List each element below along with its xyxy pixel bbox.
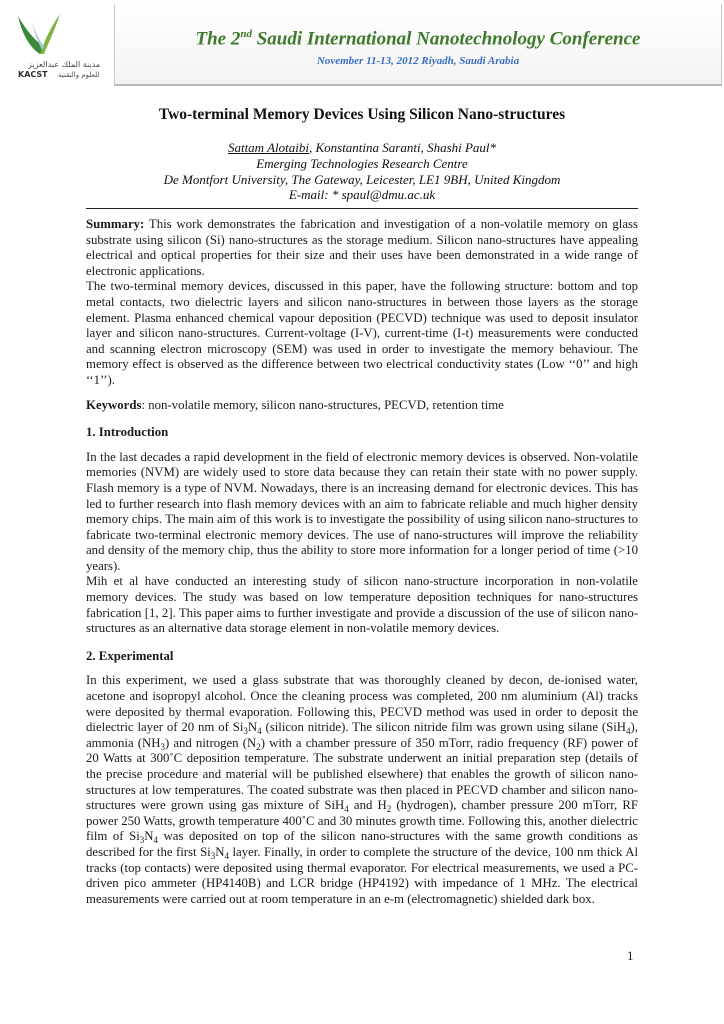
logo-arabic-top: مدينة الملك عبدالعزيز xyxy=(28,60,101,69)
conference-header xyxy=(0,0,724,90)
affiliation-centre: Emerging Technologies Research Centre xyxy=(256,156,468,171)
kacst-leaf-icon xyxy=(14,8,62,60)
page-number: 1 xyxy=(627,948,634,963)
experimental-paragraph: In this experiment, we used a glass substrate that was thoroughly cleaned by decon, de-ionised water, acetone and isopropyl alcohol. Once the cleaning process was completed, 200 nm aluminium (Al) tracks were deposited by thermal evaporation. Following this, PECVD method was used in order to deposit the dielectric layer of 20 nm of $Si_3N_4$ (silicon nitride). The silicon nitride film was grown using silane (SiH$_4$), ammonia $(NH_3)$ and nitrogen $(N_2)$ with a chamber pressure of 350 mTorr, radio frequency (RF) power of 20 Watts at 300˚C deposition temperature. The substrate underwent an initial preparation step (details of the precise procedure and material will be published elsewhere) that enables the growth of silicon nano-structures at low temperatures. The coated substrate was then placed in PECVD chamber and silicon nano-structures were grown using gas mixture of SiH$_4$ and $H_2$ (hydrogen), chamber pressure 200 mTorr, RF power 250 Watts, growth temperature 400˚C and 30 minutes growth time. Following this, another dielectric film of $Si_3N_4$ was deposited on top of the silicon nano-structures with the same growth conditions as described for the first $Si_3N_4$ layer. Finally, in order to complete the structure of the device, 100 nm thick Al tracks (top contacts) were deposited using thermal evaporator. For electrical measurements, we used a PC-driven pico ammeter (HP4140B) and LCR bridge (HP4192) with impedance of 1 MHz. The electrical measurements were carried out at room temperature in an e-m (electromagnetic) shielded dark box. xyxy=(86,673,639,906)
section-heading-introduction: 1. Introduction xyxy=(86,425,169,440)
contact-email: E-mail: * spaul@dmu.ac.uk xyxy=(288,187,436,202)
section-heading-experimental: 2. Experimental xyxy=(86,648,174,663)
logo-kacst-text: KACST xyxy=(18,70,48,79)
affiliation-university: De Montfort University, The Gateway, Leicester, LE1 9BH, United Kingdom xyxy=(163,172,561,187)
paper-title: Two-terminal Memory Devices Using Silicon Nano-structures xyxy=(158,106,566,123)
summary-label: Summary: xyxy=(86,217,145,231)
keywords-label: Keywords xyxy=(86,397,142,412)
conference-subtitle: November 11-13, 2012 Riyadh, Saudi Arabia xyxy=(316,55,520,67)
introduction-paragraph-2: Mih et al have conducted an interesting study of silicon nano-structure incorporation in non-volatile memory devices. The study was based on low temperature deposition techniques for nano-structures fabrication [1, 2]. This paper aims to further investigate and provide a discussion of the use of silicon nano-structures as an alternative data storage element in non-volatile memory devices. xyxy=(86,574,638,636)
introduction-paragraph-1: In the last decades a rapid development in the field of electronic memory devices is observed. Non-volatile memories (NVM) are widely used to store data because they can retain their state with no power supply. Flash memory is a type of NVM. Nowadays, there is an increasing demand for electronic devices. This has led to further research into flash memory devices with an aim to fabricate reliable and much higher density memory chips. The main aim of this work is to investigate the possibility of using silicon nano-structures to fabricate two-terminal electronic memory devices. The use of nano-structures will improve the reliability and density of the memory chip, thus the ability to store more information for a longer period of time (>10 years). xyxy=(86,449,638,573)
summary-paragraph-2: The two-terminal memory devices, discussed in this paper, have the following structure: bottom and top metal contacts, two dielectric layers and silicon nano-structures in between those layers as the storage element. Plasma enhanced chemical vapour deposition (PECVD) technique was used to deposit insulator layer and silicon nano-structures. Current-voltage (I-V), current-time (I-t) measurements were conducted and scanning electron microscopy (SEM) was used in order to investigate the memory behaviour. The memory effect is observed as the difference between two electrical conductivity states (Low ‘‘0’’ and high ‘‘1’’). xyxy=(86,279,638,387)
conference-banner xyxy=(114,4,722,86)
conference-title: The 2nd Saudi International Nanotechnology Conference xyxy=(195,28,641,50)
summary-divider xyxy=(86,208,638,209)
first-author: Sattam Alotaibi xyxy=(227,140,309,155)
keywords-line: Keywords: non-volatile memory, silicon nano-structures, PECVD, retention time xyxy=(86,397,504,412)
logo-arabic-bottom: للعلوم والتقنية xyxy=(58,71,100,79)
kacst-logo xyxy=(10,8,110,88)
author-list: Sattam Alotaibi, Konstantina Saranti, Shashi Paul* xyxy=(227,140,497,155)
summary-paragraph: Summary: This work demonstrates the fabrication and investigation of a non-volatile memory on glass substrate using silicon (Si) nano-structures as the storage medium. Silicon nano-structures have appealing electrical and optical properties for their size and their uses have been demonstrated in a wide range of electronic applications. xyxy=(86,217,638,278)
paper-body xyxy=(86,217,638,907)
